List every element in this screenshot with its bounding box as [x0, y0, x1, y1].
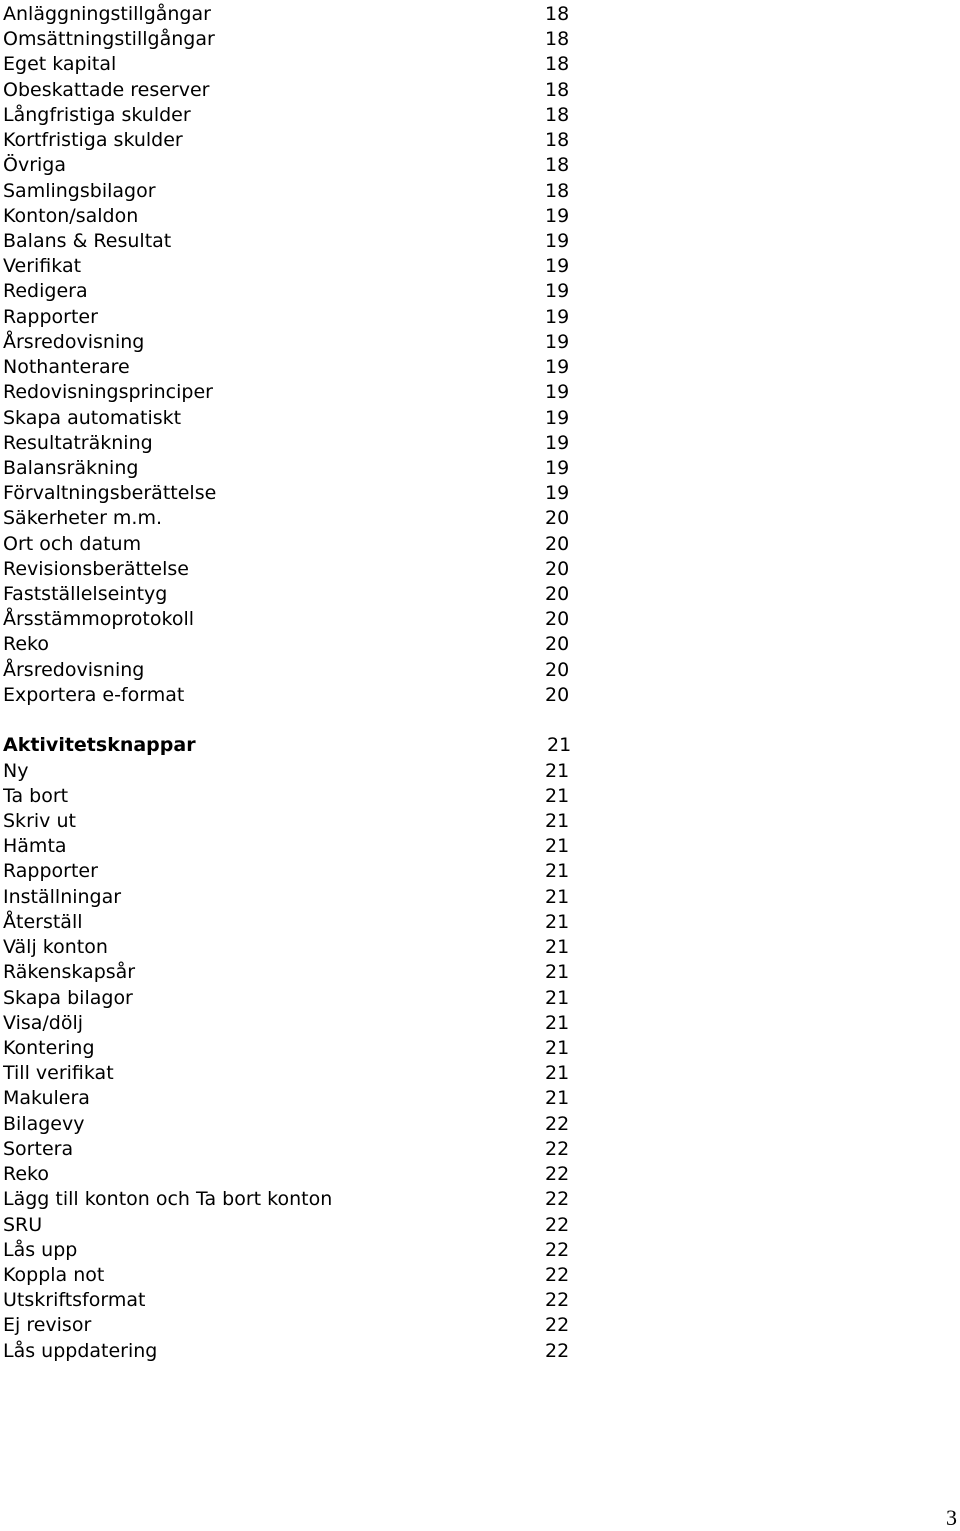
toc-entry: [3, 1263, 583, 1288]
toc-entry: [3, 1061, 583, 1086]
toc-entry: [3, 406, 583, 431]
toc-entry-label: SRU: [3, 1213, 43, 1236]
toc-entry-page: 21: [545, 885, 570, 908]
toc-entry-label: Årsstämmoprotokoll: [3, 608, 195, 631]
toc-entry: [3, 279, 583, 304]
toc-entry: [3, 78, 583, 103]
toc-entry: [3, 986, 583, 1011]
toc-entry-label: Anläggningstillgångar: [3, 3, 211, 25]
toc-entry: [3, 809, 583, 834]
toc-entry-page: 20: [545, 658, 570, 681]
toc-entry-page: 22: [545, 1314, 570, 1337]
toc-entry-label: Lås upp: [3, 1238, 78, 1261]
toc-entry-label: Årsredovisning: [3, 658, 145, 681]
toc-entry: [3, 607, 583, 632]
toc-entry: [3, 885, 583, 910]
toc-entry-page: 22: [545, 1163, 570, 1186]
toc-entry: [3, 1086, 583, 1111]
toc-entry-page: 22: [545, 1289, 570, 1312]
toc-entry-page: 19: [545, 255, 570, 278]
toc-entry-label: Återställ: [3, 910, 83, 933]
toc-entry-label: Visa/dölj: [3, 1011, 84, 1034]
toc-entry: [3, 330, 583, 355]
toc-entry-label: Balansräkning: [3, 456, 139, 479]
toc-entry-page: 19: [545, 229, 570, 252]
toc-entry-label: Rapporter: [3, 305, 98, 328]
toc-entry-label: Bilagevy: [3, 1112, 85, 1135]
toc-entry: [3, 1339, 583, 1364]
toc-entry: [3, 179, 583, 204]
toc-entry: [3, 1313, 583, 1338]
toc-entry-page: 20: [545, 507, 570, 530]
toc-entry-label: Hämta: [3, 835, 67, 858]
toc-entry-label: Ny: [3, 759, 29, 782]
toc-entry-label: Räkenskapsår: [3, 961, 136, 984]
toc-entry-page: 19: [545, 456, 570, 479]
toc-entry: [3, 1187, 583, 1212]
toc-entry-label: Lås uppdatering: [3, 1339, 158, 1362]
toc-entry-label: Makulera: [3, 1087, 90, 1110]
toc-entry-label: Reko: [3, 633, 49, 656]
toc-entry-page: 21: [545, 1087, 570, 1110]
toc-entry-label: Nothanterare: [3, 356, 130, 379]
toc-entry: [3, 834, 583, 859]
toc-entry-label: Övriga: [3, 154, 66, 177]
toc-entry: [3, 1011, 583, 1036]
toc-entry-page: 21: [545, 1062, 570, 1085]
toc-entry-label: Skapa automatiskt: [3, 406, 182, 429]
toc-entry-page: 18: [545, 28, 570, 51]
toc-entry: [3, 1112, 583, 1137]
toc-entry-page: 22: [545, 1188, 570, 1211]
toc-entry-label: Reko: [3, 1163, 49, 1186]
table-of-contents: [3, 2, 583, 1364]
toc-entry: [3, 431, 583, 456]
toc-entry: [3, 632, 583, 657]
toc-heading-page: 21: [547, 734, 572, 757]
toc-entry-label: Långfristiga skulder: [3, 103, 191, 126]
toc-entry-label: Utskriftsformat: [3, 1289, 146, 1312]
toc-entry-page: 21: [545, 1011, 570, 1034]
toc-entry: [3, 456, 583, 481]
toc-entry-page: 21: [545, 986, 570, 1009]
page-number: 3: [946, 1505, 957, 1530]
toc-entry: [3, 1162, 583, 1187]
toc-entry-page: 21: [545, 810, 570, 832]
toc-entry-page: 19: [545, 406, 570, 429]
toc-entry: [3, 204, 583, 229]
toc-entry-label: Sortera: [3, 1137, 74, 1160]
toc-entry: [3, 960, 583, 985]
toc-entry: [3, 355, 583, 380]
toc-entry-page: 18: [545, 129, 570, 152]
toc-entry: [3, 935, 583, 960]
toc-entry-page: 20: [545, 583, 570, 606]
toc-entry-label: Resultaträkning: [3, 431, 153, 454]
toc-entry-page: 22: [545, 1238, 570, 1261]
toc-entry-page: 19: [545, 330, 570, 353]
toc-heading-label: Aktivitetsknappar: [3, 734, 196, 757]
toc-entry: [3, 27, 583, 52]
toc-entry-label: Säkerheter m.m.: [3, 507, 163, 530]
toc-entry-label: Kortfristiga skulder: [3, 129, 183, 152]
toc-entry-label: Omsättningstillgångar: [3, 28, 215, 51]
toc-entry-label: Förvaltningsberättelse: [3, 482, 217, 505]
toc-entry-page: 20: [545, 557, 570, 580]
toc-entry: [3, 784, 583, 809]
toc-entry-page: 20: [545, 683, 570, 706]
toc-entry: [3, 1288, 583, 1313]
toc-entry: [3, 153, 583, 178]
toc-entry: [3, 2, 583, 27]
toc-entry-page: 21: [545, 961, 570, 984]
toc-entry: [3, 380, 583, 405]
toc-entry-page: 22: [545, 1213, 570, 1236]
toc-entry-page: 22: [545, 1112, 570, 1135]
toc-entry-label: Inställningar: [3, 885, 122, 908]
toc-entry-page: 22: [545, 1263, 570, 1286]
toc-entry-page: 18: [545, 179, 570, 202]
toc-entry: [3, 1213, 583, 1238]
toc-entry-label: Verifikat: [3, 255, 82, 278]
toc-entry-label: Lägg till konton och Ta bort konton: [3, 1188, 333, 1211]
toc-entry: [3, 1137, 583, 1162]
toc-entry-page: 18: [545, 3, 570, 25]
toc-entry: [3, 52, 583, 77]
toc-entry: [3, 254, 583, 279]
toc-entry-page: 18: [545, 154, 570, 177]
toc-entry-page: 18: [545, 78, 570, 101]
toc-entry-label: Till verifikat: [3, 1062, 114, 1085]
toc-entry-page: 19: [545, 280, 570, 303]
toc-entry: [3, 481, 583, 506]
toc-section-2: [3, 759, 583, 1364]
toc-entry-page: 19: [545, 204, 570, 227]
toc-entry: [3, 532, 583, 557]
toc-entry-label: Exportera e-format: [3, 683, 185, 706]
toc-entry: [3, 582, 583, 607]
toc-entry-page: 21: [545, 784, 570, 807]
toc-entry: [3, 683, 583, 708]
toc-entry: [3, 859, 583, 884]
toc-entry: [3, 506, 583, 531]
toc-entry: [3, 759, 583, 784]
toc-entry: [3, 1036, 583, 1061]
toc-entry-label: Skriv ut: [3, 810, 76, 832]
toc-section-1: [3, 2, 583, 708]
toc-entry-page: 19: [545, 356, 570, 379]
toc-entry: [3, 910, 583, 935]
toc-entry-label: Konton/saldon: [3, 204, 139, 227]
toc-entry-page: 21: [545, 759, 570, 782]
toc-entry-page: 21: [545, 936, 570, 959]
toc-entry-label: Kontering: [3, 1036, 95, 1059]
toc-heading: [3, 733, 583, 758]
toc-entry-page: 20: [545, 532, 570, 555]
toc-entry-label: Eget kapital: [3, 53, 117, 76]
toc-entry-label: Ej revisor: [3, 1314, 92, 1337]
toc-entry-page: 21: [545, 910, 570, 933]
toc-entry-label: Välj konton: [3, 936, 108, 959]
toc-entry-label: Skapa bilagor: [3, 986, 133, 1009]
toc-entry-label: Balans & Resultat: [3, 229, 172, 252]
toc-entry-label: Ta bort: [3, 784, 69, 807]
toc-entry-page: 21: [545, 860, 570, 883]
toc-entry-label: Ort och datum: [3, 532, 142, 555]
toc-entry-page: 19: [545, 482, 570, 505]
toc-entry-label: Redovisningsprinciper: [3, 381, 213, 404]
toc-spacer: [3, 708, 583, 733]
toc-entry-label: Fastställelseintyg: [3, 583, 168, 606]
toc-entry-page: 21: [545, 1036, 570, 1059]
toc-entry: [3, 128, 583, 153]
toc-entry-page: 20: [545, 608, 570, 631]
toc-entry-page: 22: [545, 1339, 570, 1362]
toc-entry-page: 21: [545, 835, 570, 858]
toc-entry-page: 19: [545, 305, 570, 328]
toc-entry: [3, 557, 583, 582]
toc-entry-page: 19: [545, 381, 570, 404]
toc-entry-label: Redigera: [3, 280, 88, 303]
toc-entry-page: 22: [545, 1137, 570, 1160]
toc-entry-label: Samlingsbilagor: [3, 179, 156, 202]
toc-entry: [3, 658, 583, 683]
toc-entry-page: 19: [545, 431, 570, 454]
toc-entry-label: Årsredovisning: [3, 330, 145, 353]
toc-entry-label: Revisionsberättelse: [3, 557, 189, 580]
toc-entry-label: Koppla not: [3, 1263, 105, 1286]
toc-entry-label: Obeskattade reserver: [3, 78, 210, 101]
toc-entry-label: Rapporter: [3, 860, 98, 883]
toc-entry: [3, 305, 583, 330]
toc-entry: [3, 1238, 583, 1263]
toc-entry-page: 18: [545, 53, 570, 76]
toc-entry: [3, 229, 583, 254]
toc-entry-page: 18: [545, 103, 570, 126]
toc-entry: [3, 103, 583, 128]
toc-entry-page: 20: [545, 633, 570, 656]
